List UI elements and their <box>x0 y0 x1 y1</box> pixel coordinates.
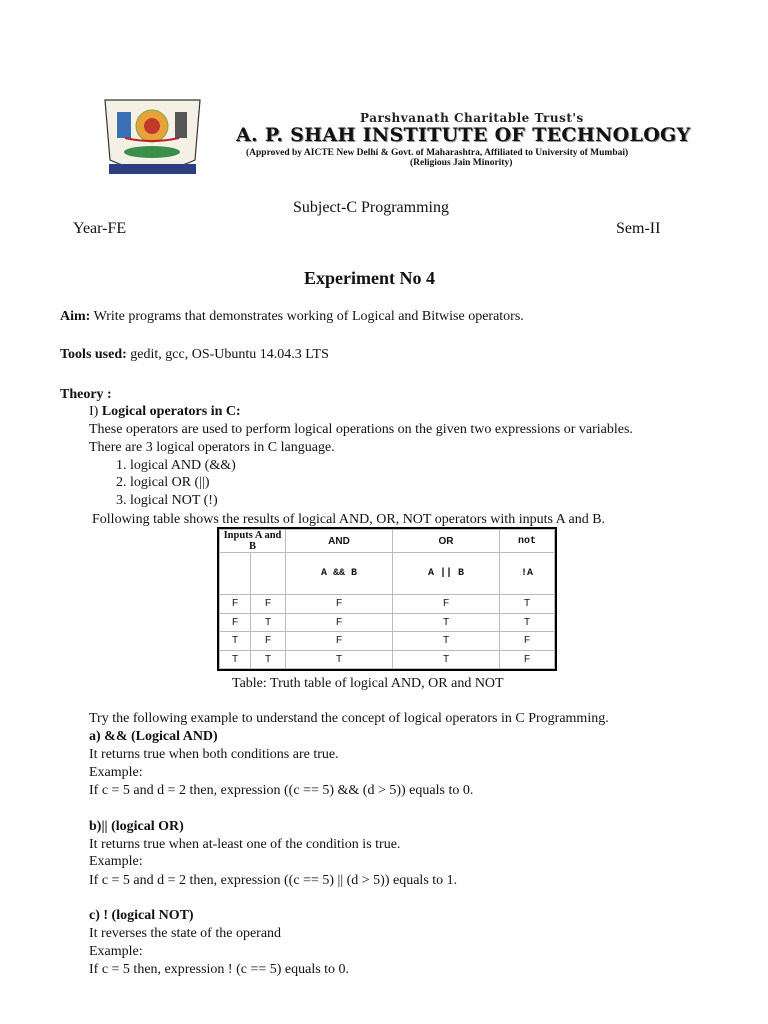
table-row <box>220 650 555 669</box>
year-line: Year-FE <box>73 220 127 237</box>
table-cell: T <box>220 650 251 669</box>
list-item: 1. logical AND (&&) <box>116 458 236 473</box>
table-cell: T <box>286 650 393 669</box>
not-example-label: Example: <box>89 944 143 959</box>
table-cell: F <box>500 650 555 669</box>
aim-label: Aim: <box>60 309 91 324</box>
experiment-title: Experiment No 4 <box>304 268 435 288</box>
table-subheader: A && B <box>286 553 393 595</box>
and-example: If c = 5 and d = 2 then, expression ((c == 5) && (d > 5)) equals to 0. <box>89 783 474 798</box>
list-item: 2. logical OR (||) <box>116 475 210 490</box>
institute-name: A. P. SHAH INSTITUTE OF TECHNOLOGY <box>236 124 691 146</box>
tools-text: gedit, gcc, OS-Ubuntu 14.04.3 LTS <box>126 347 329 362</box>
not-title: c) ! (logical NOT) <box>89 908 194 923</box>
theory-line-1: These operators are used to perform logical operations on the given two expressions or variables. <box>89 422 633 437</box>
trust-name: Parshvanath Charitable Trust's <box>360 111 584 125</box>
tools-label: Tools used: <box>60 347 127 362</box>
table-cell: T <box>500 613 555 632</box>
table-header: Inputs A and B <box>220 530 286 553</box>
or-desc: It returns true when at-least one of the condition is true. <box>89 837 401 852</box>
minority-line: (Religious Jain Minority) <box>410 158 513 168</box>
and-title: a) && (Logical AND) <box>89 729 218 744</box>
table-cell: F <box>393 595 500 614</box>
list-item: 3. logical NOT (!) <box>116 493 218 508</box>
table-cell: F <box>500 632 555 651</box>
section-heading <box>89 403 241 420</box>
table-subheader: !A <box>500 553 555 595</box>
table-header: not <box>500 530 555 553</box>
truth-table <box>217 527 557 671</box>
table-cell: T <box>393 613 500 632</box>
table-row <box>220 613 555 632</box>
theory-line-2: There are 3 logical operators in C language. <box>89 440 335 455</box>
or-example: If c = 5 and d = 2 then, expression ((c == 5) || (d > 5)) equals to 1. <box>89 873 458 888</box>
table-cell: F <box>220 613 251 632</box>
table-intro: Following table shows the results of logical AND, OR, NOT operators with inputs A and B. <box>92 512 606 527</box>
table-caption: Table: Truth table of logical AND, OR and NOT <box>232 676 504 691</box>
subject-line: Subject-C Programming <box>293 199 449 216</box>
table-cell: F <box>251 595 286 614</box>
table-cell: T <box>500 595 555 614</box>
table-cell: T <box>251 650 286 669</box>
table-cell: F <box>286 632 393 651</box>
table-header: OR <box>393 530 500 553</box>
aim-line <box>60 308 524 325</box>
sem-line: Sem-II <box>616 220 661 237</box>
table-row <box>220 632 555 651</box>
table-cell: T <box>393 632 500 651</box>
table-cell <box>251 553 286 595</box>
table-cell: F <box>286 613 393 632</box>
and-desc: It returns true when both conditions are true. <box>89 747 339 762</box>
table-subheader: A || B <box>393 553 500 595</box>
section-number: I) <box>89 404 102 419</box>
theory-heading: Theory : <box>60 387 112 402</box>
table-cell: T <box>251 613 286 632</box>
table-row <box>220 595 555 614</box>
examples-intro: Try the following example to understand the concept of logical operators in C Programming. <box>89 711 609 726</box>
or-title: b)|| (logical OR) <box>89 819 184 834</box>
aim-text: Write programs that demonstrates working of Logical and Bitwise operators. <box>90 309 524 324</box>
not-example: If c = 5 then, expression ! (c == 5) equals to 0. <box>89 962 350 977</box>
and-example-label: Example: <box>89 765 143 780</box>
tools-line <box>60 346 329 363</box>
table-cell: T <box>393 650 500 669</box>
section-title: Logical operators in C: <box>101 404 241 419</box>
table-cell <box>220 553 251 595</box>
table-cell: F <box>220 595 251 614</box>
not-desc: It reverses the state of the operand <box>89 926 282 941</box>
table-cell: F <box>286 595 393 614</box>
approval-line: (Approved by AICTE New Delhi & Govt. of Maharashtra, Affiliated to University of Mumbai) <box>246 148 629 158</box>
table-cell: T <box>220 632 251 651</box>
institute-logo <box>95 98 210 180</box>
table-header: AND <box>286 530 393 553</box>
table-cell: F <box>251 632 286 651</box>
or-example-label: Example: <box>89 854 143 869</box>
